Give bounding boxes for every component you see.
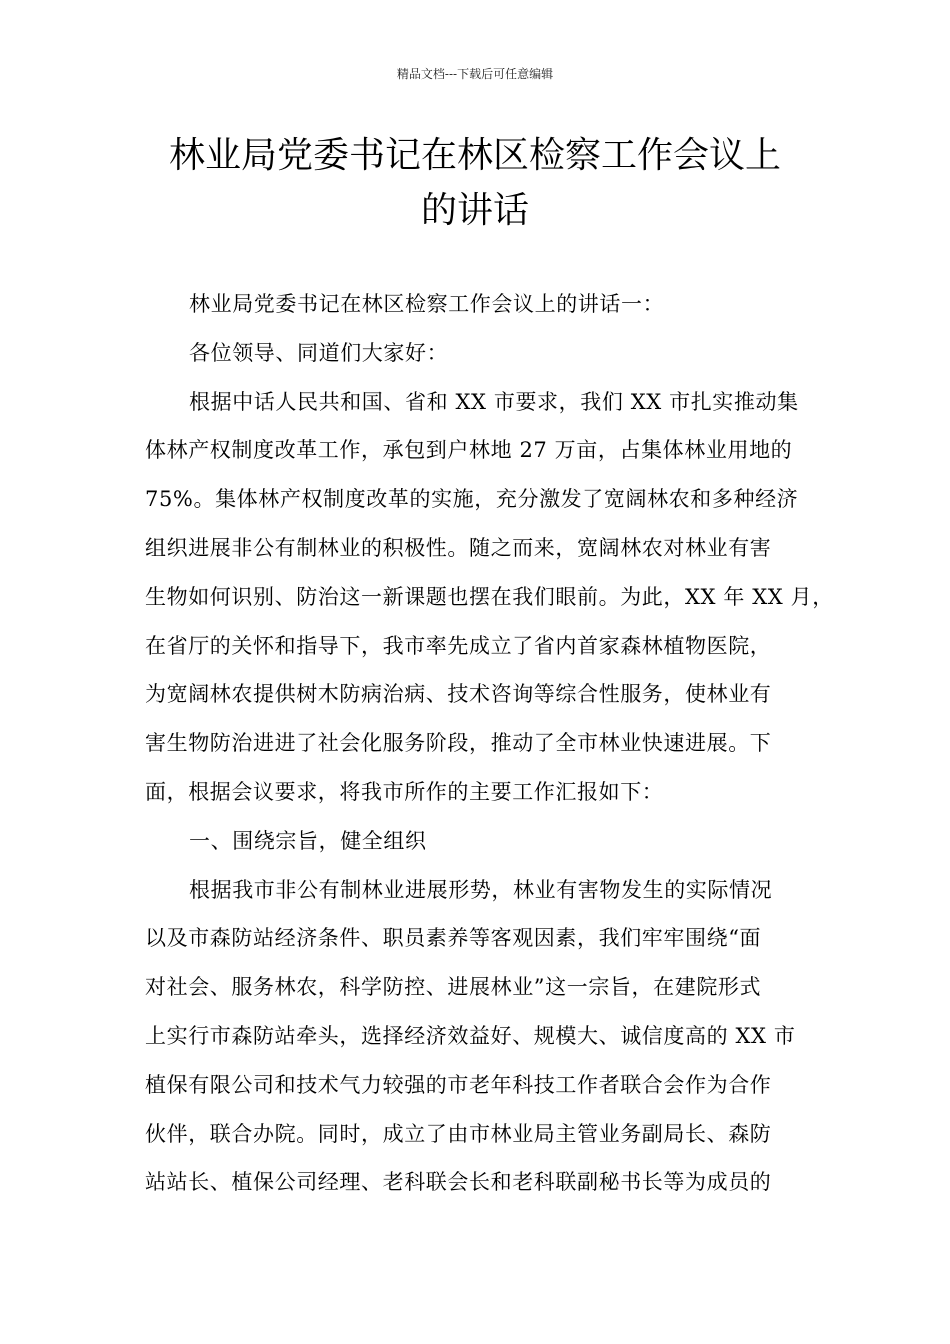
body-paragraph: [145, 378, 834, 817]
text-line: 在省厅的关怀和指导下，我市率先成立了省内首家森林植物医院，: [145, 633, 772, 658]
text-line: 组织进展非公有制林业的积极性。随之而来，宽阔林农对林业有害: [145, 535, 772, 560]
text-line: 面，根据会议要求，将我市所作的主要工作汇报如下：: [145, 779, 664, 804]
text-line: 75%。集体林产权制度改革的实施，充分激发了宽阔林农和多种经济: [145, 487, 799, 512]
text-line: 各位领导、同道们大家好：: [189, 340, 449, 365]
text-line: 植保有限公司和技术气力较强的市老年科技工作者联合会作为合作: [145, 1072, 772, 1097]
speech-heading-paragraph: [145, 280, 815, 329]
text-line: 根据我市非公有制林业进展形势，林业有害物发生的实际情况: [189, 877, 773, 902]
body-paragraph: [145, 866, 815, 1208]
page-header: 精品文档---下载后可任意编辑: [396, 67, 554, 81]
text-line: 上实行市森防站牵头，选择经济效益好、规模大、诚信度高的 XX 市: [145, 1023, 796, 1048]
title-line: 的讲话: [420, 190, 529, 231]
text-line: 为宽阔林农提供树木防病治病、技术咨询等综合性服务，使林业有: [145, 682, 772, 707]
text-line: 生物如何识别、防治这一新课题也摆在我们眼前。为此，XX 年 XX 月，: [145, 584, 834, 609]
text-line: 对社会、服务林农，科学防控、进展林业”这一宗旨，在建院形式: [145, 975, 762, 1000]
title-line: 林业局党委书记在林区检察工作会议上: [168, 135, 781, 176]
text-line: 林业局党委书记在林区检察工作会议上的讲话一：: [189, 292, 665, 316]
text-line: 以及市森防站经济条件、职员素养等客观因素，我们牢牢围绕“面: [145, 926, 762, 951]
section-heading: [145, 817, 815, 866]
text-line: 根据中话人民共和国、省和 XX 市要求，我们 XX 市扎实推动集: [189, 389, 799, 414]
document-body: [145, 280, 834, 1207]
document-title: [120, 128, 830, 238]
text-line: 一、围绕宗旨，健全组织: [189, 828, 427, 853]
text-line: 伙伴，联合办院。同时，成立了由市林业局主管业务副局长、森防: [145, 1121, 772, 1146]
text-line: 体林产权制度改革工作，承包到户林地 27 万亩，占集体林业用地的: [145, 438, 793, 463]
text-line: 害生物防治进进了社会化服务阶段，推动了全市林业快速进展。下: [145, 731, 772, 756]
greeting-paragraph: [145, 329, 815, 378]
text-line: 站站长、植保公司经理、老科联会长和老科联副秘书长等为成员的: [145, 1170, 772, 1195]
